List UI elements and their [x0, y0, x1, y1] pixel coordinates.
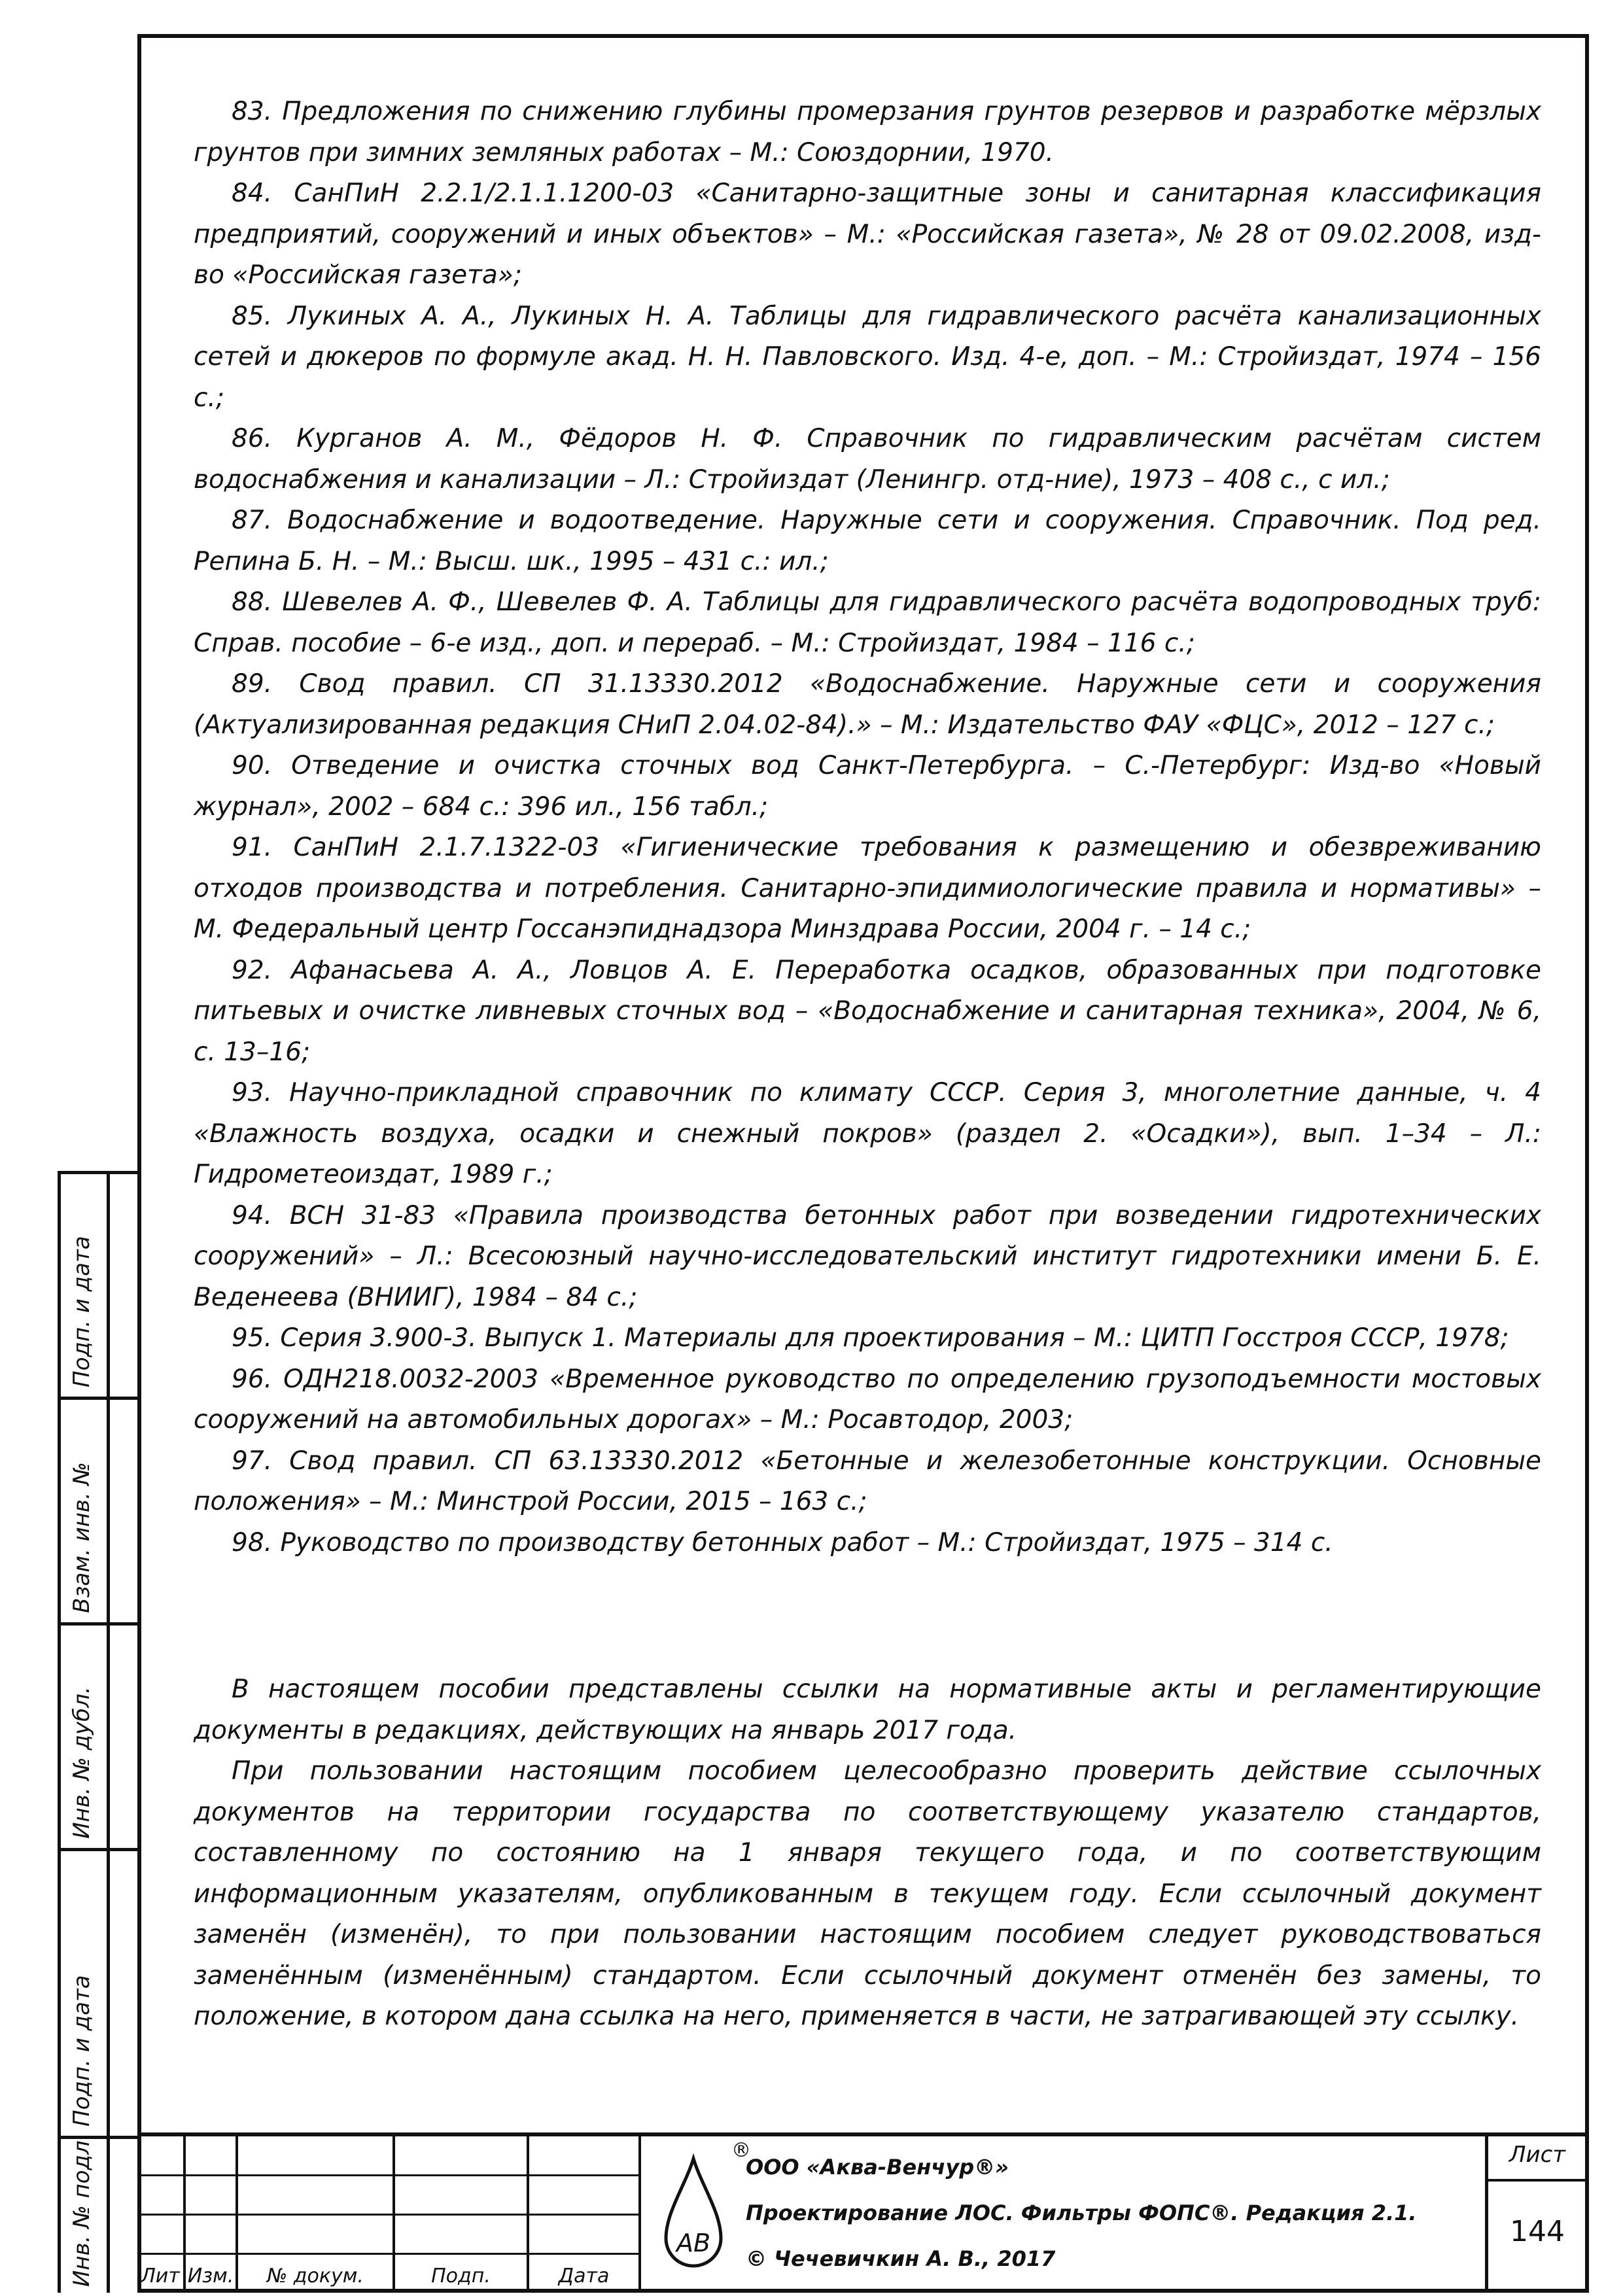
reference-item: 84. СанПиН 2.2.1/2.1.1.1200-03 «Санитарно-защитные зоны и санитарная классификация предприятий, сооружений и иных объектов» – М.: «Российская газета», № 28 от 09.02.2008, изд-во «Российская газета»;: [194, 179, 1541, 290]
reference-item: 91. СанПиН 2.1.7.1322-03 «Гигиенические требования к размещению и обезвреживанию отходов производства и потребления. Санитарно-эпидимиологичеcкие правила и нормативы» – М. Федеральный центр Госсанэпиднадзора Минздрава России, 2004 г. – 14 с.;: [194, 833, 1541, 944]
note-paragraph: В настоящем пособии представлены ссылки на нормативные акты и регламентирующие документы в редакциях, действующих на январь 2017 года.: [194, 1675, 1541, 1745]
note-paragraph: При пользовании настоящим пособием целесообразно проверить действие ссылочных документов на территории государства по соответствующему указателю стандартов, составленному по состоянию на 1 января текущего года, и по соответствующим информационным указателям, опубликованным в текущем году. Если ссылочный документ заменён (изменён), то при пользовании настоящим пособием следует руководствоваться заменённым (изменённым) стандартом. Если ссылочный документ отменён без замены, то положение, в котором дана ссылка на него, применяется в части, не затрагивающей эту ссылку.: [194, 1756, 1541, 2031]
reference-item: 88. Шевелев А. Ф., Шевелев Ф. А. Таблицы для гидравлического расчёта водопроводных труб: Справ. пособие – 6-е изд., доп. и перераб. – М.: Стройиздат, 1984 – 116 с.;: [194, 587, 1541, 658]
registered-mark: ®: [731, 2139, 751, 2162]
side-label: Взам. инв. №: [69, 1462, 95, 1613]
reference-item: 95. Серия 3.900-3. Выпуск 1. Материалы для проектирования – М.: ЦИТП Госстроя СССР, 1978;: [232, 1323, 1509, 1353]
company-name: ООО «Аква-Венчур®»: [746, 2155, 1009, 2180]
revision-table: [137, 2136, 641, 2293]
side-label: Подп. и дата: [69, 1975, 95, 2127]
project-title: Проектирование ЛОС. Фильтры ФОПС®. Редакция 2.1.: [746, 2200, 1417, 2225]
sheet-label: Лист: [1509, 2142, 1566, 2168]
side-cell-sign-date-2: [61, 1851, 137, 2139]
side-label: Инв. № дубл.: [69, 1686, 95, 1839]
reference-item: 96. ОДН218.0032-2003 «Временное руководство по определению грузоподъемности мостовых сооружений на автомобильных дорогах» – М.: Росавтодор, 2003;: [194, 1364, 1541, 1435]
company-logo-icon: [661, 2153, 726, 2278]
reference-item: 94. ВСН 31-83 «Правила производства бетонных работ при возведении гидротехнических сооружений» – Л.: Всесоюзный научно-исследовательский институт гидротехники имени Б. Е. Веденеева (ВНИИГ), 1984 – 84 с.;: [194, 1200, 1541, 1312]
reference-item: 86. Курганов А. М., Фёдоров Н. Ф. Справочник по гидравлическим расчётам систем водоснабжения и канализации – Л.: Стройиздат (Ленингр. отд-ние), 1973 – 408 с., с ил.;: [194, 424, 1541, 495]
reference-item: 93. Научно-прикладной справочник по климату СССР. Серия 3, многолетние данные, ч. 4 «Влажность воздуха, осадки и снежный покров» (раздел 2. «Осадки»), вып. 1–34 – Л.: Гидрометеоиздат, 1989 г.;: [194, 1078, 1541, 1189]
reference-item: 89. Свод правил. СП 31.13330.2012 «Водоснабжение. Наружные сети и сооружения (Актуализированная редакция СНиП 2.04.02-84).» – М.: Издательство ФАУ «ФЦС», 2012 – 127 с.;: [194, 669, 1541, 740]
reference-item: 98. Руководство по производству бетонных работ – М.: Стройиздат, 1975 – 314 с.: [232, 1527, 1333, 1557]
side-cell-replacement-inv: [61, 1400, 137, 1626]
sheet-number: 144: [1510, 2215, 1565, 2248]
document-body: [194, 92, 1541, 2038]
logo-text: АВ: [676, 2229, 711, 2257]
reference-item: 92. Афанасьева А. А., Ловцов А. Е. Переработка осадков, образованных при подготовке питьевых и очистке ливневых сточных вод – «Водоснабжение и санитарная техника», 2004, № 6, с. 13–16;: [194, 955, 1541, 1067]
column-header: № докум.: [267, 2265, 364, 2287]
reference-item: 85. Лукиных А. А., Лукиных Н. А. Таблицы для гидравлического расчёта канализационных сетей и дюкеров по формуле акад. Н. Н. Павловского. Изд. 4-е, доп. – М.: Стройиздат, 1974 – 156 с.;: [194, 301, 1541, 413]
column-header: Дата: [558, 2265, 610, 2287]
side-cell-sign-date: [61, 1174, 137, 1400]
side-stamp: [58, 1171, 137, 2293]
copyright-line: © Чечевичкин А. В., 2017: [746, 2246, 1056, 2271]
side-label: Инв. № подл: [69, 2140, 95, 2287]
column-header: Изм.: [187, 2265, 234, 2287]
side-label: Подп. и дата: [69, 1236, 95, 1387]
reference-item: 90. Отведение и очистка сточных вод Санкт-Петербурга. – С.-Петербург: Изд-во «Новый журнал», 2002 – 684 с.: 396 ил., 156 табл.;: [194, 751, 1541, 822]
reference-item: 97. Свод правил. СП 63.13330.2012 «Бетонные и железобетонные конструкции. Основные положения» – М.: Минстрой России, 2015 – 163 с.;: [194, 1446, 1541, 1516]
column-header: Подп.: [431, 2265, 491, 2287]
reference-item: 87. Водоснабжение и водоотведение. Наружные сети и сооружения. Справочник. Под ред. Репина Б. Н. – М.: Высш. шк., 1995 – 431 с.: ил.;: [194, 506, 1541, 576]
side-cell-dup-inv: [61, 1626, 137, 1851]
title-block: [137, 2132, 1589, 2293]
column-header: Лит: [141, 2265, 180, 2287]
side-cell-original-inv: [61, 2139, 137, 2296]
reference-item: 83. Предложения по снижению глубины промерзания грунтов резервов и разработке мёрзлых грунтов при зимних земляных работах – М.: Союздорнии, 1970.: [194, 97, 1541, 167]
